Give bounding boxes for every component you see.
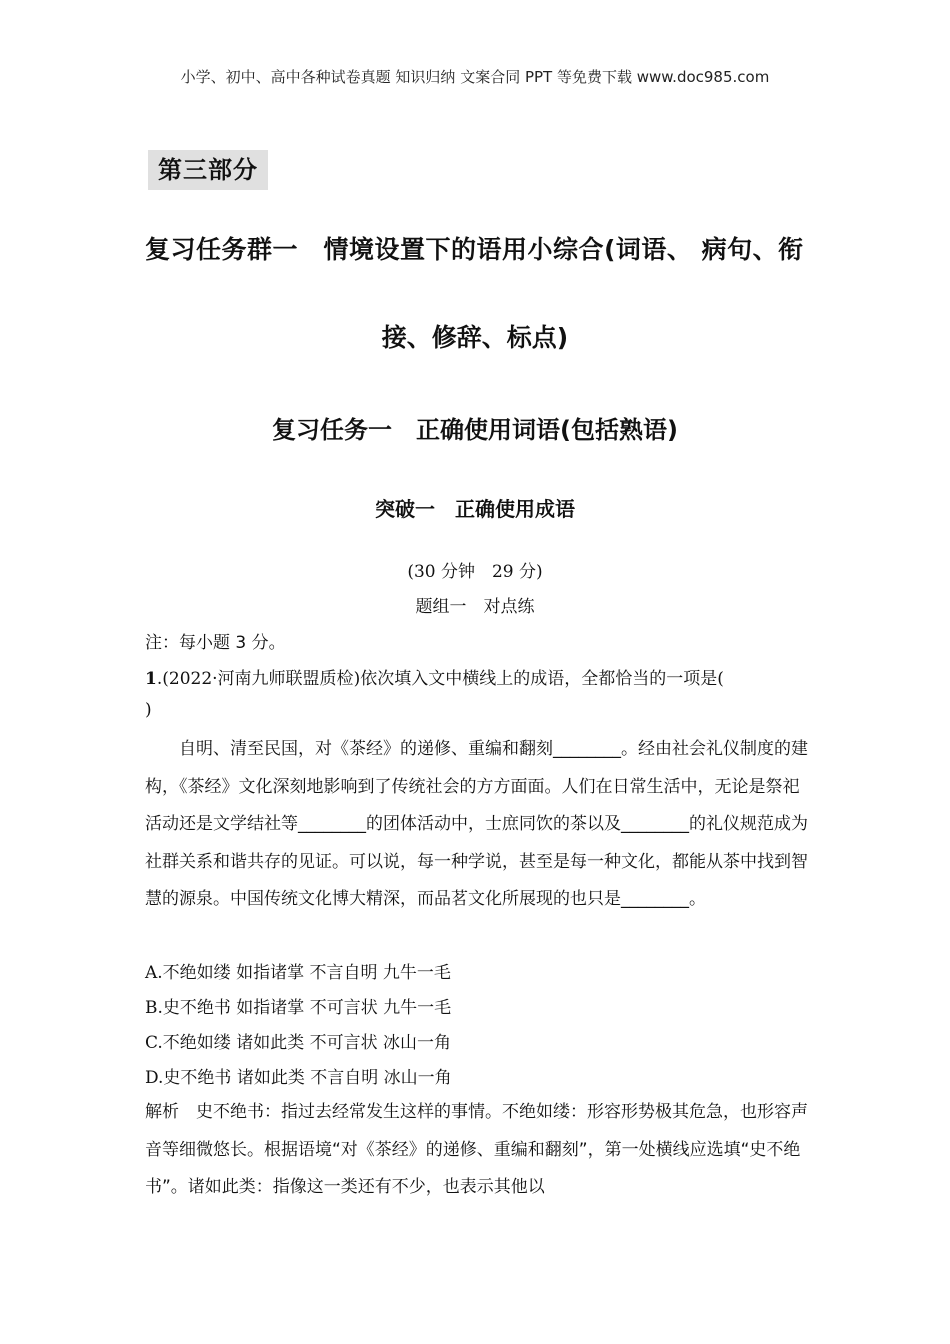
question-number: 1 (145, 669, 157, 689)
option-a: A.不绝如缕 如指诸掌 不言自明 九牛一毛 (145, 963, 451, 983)
page-header: 小学、初中、高中各种试卷真题 知识归纳 文案合同 PPT 等免费下载 www.doc985.com (180, 68, 770, 86)
analysis-label: 解析 (145, 1102, 179, 1122)
option-c: C.不绝如缕 诸如此类 不可言状 冰山一角 (145, 1033, 452, 1053)
analysis-text: 史不绝书：指过去经常发生这样的事情。不绝如缕：形容形势极其危急，也形容声音等细微悠长。根据语境“对《茶经》的递修、重编和翻刻”，第一处横线应选填“史不绝书”。诸如此类：指像这一类还有不少，也表示其他以 (145, 1102, 808, 1197)
question-stem (145, 664, 815, 689)
option-d: D.史不绝书 诸如此类 不言自明 冰山一角 (145, 1068, 452, 1088)
part-label: 第三部分 (148, 150, 268, 190)
note: 注：每小题 3 分。 (145, 633, 286, 653)
timing-info: (30 分钟 29 分) (407, 562, 543, 582)
main-title-line1: 复习任务群一 情境设置下的语用小综合(词语、 病句、衔 (145, 235, 804, 264)
question-stem-text: )依次填入文中横线上的成语，全都恰当的一项是( (353, 669, 724, 689)
question-stem-end: ) (145, 700, 152, 720)
main-title-line2: 接、修辞、标点) (381, 323, 569, 352)
question-source: 河南九师联盟质检 (217, 669, 354, 689)
question-passage: 自明、清至民国，对《茶经》的递修、重编和翻刻________。经由社会礼仪制度的建构，《茶经》文化深刻地影响到了传统社会的方方面面。人们在日常生活中，无论是祭祀活动还是文学结社等________的团体活动中，士庶同饮的茶以及________的礼仪规范成为社群关系和谐共存的见证。可以说，每一种学说，甚至是每一种文化，都能从茶中找到智慧的源泉。中国传统文化博大精深，而品茗文化所展现的也只是________。 (145, 739, 808, 909)
option-b: B.史不绝书 如指诸掌 不可言状 九牛一毛 (145, 998, 452, 1018)
analysis (145, 1094, 813, 1207)
question-group-title: 题组一 对点练 (415, 597, 535, 617)
question-source-prefix: .(2022· (156, 669, 218, 689)
task-title: 复习任务一 正确使用词语(包括熟语) (272, 416, 678, 444)
breakthrough-title: 突破一 正确使用成语 (375, 497, 575, 521)
